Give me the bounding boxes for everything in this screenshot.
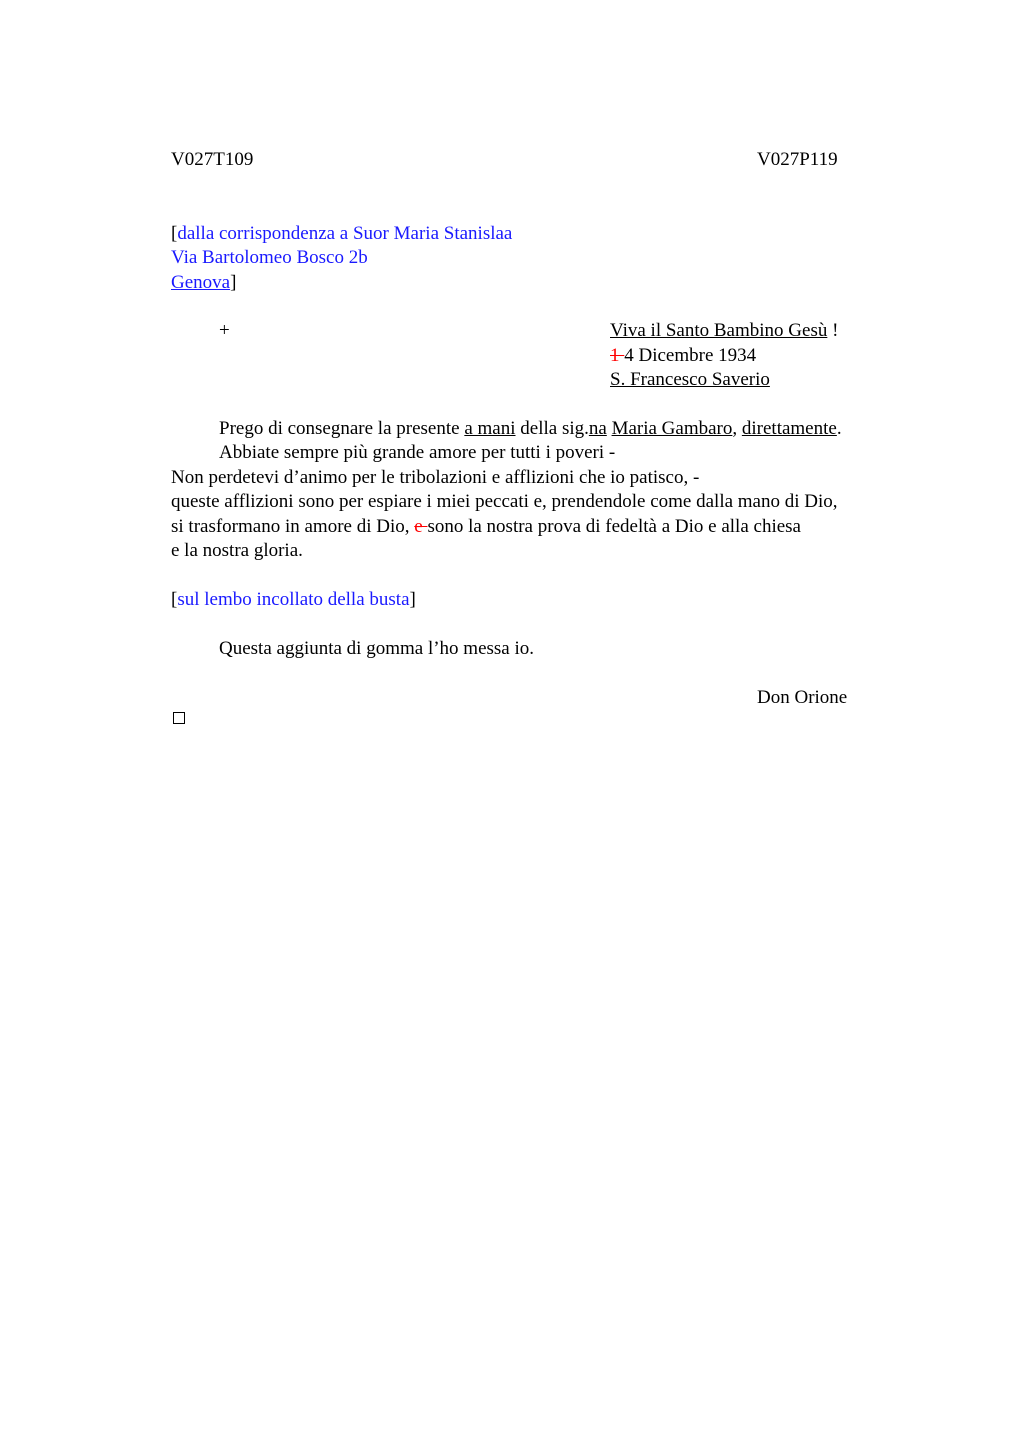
signature: Don Orione: [757, 687, 848, 708]
close-bracket: ]: [409, 589, 416, 610]
open-bracket: [: [171, 223, 178, 244]
source-note-city: Genova: [171, 272, 231, 293]
body-line-1: [219, 419, 842, 438]
source-note-line3: [171, 273, 236, 292]
body-line-6: e la nostra gloria.: [171, 540, 303, 561]
body-line-5: [171, 517, 801, 536]
body-line-2: Abbiate sempre più grande amore per tutti i poveri -: [219, 442, 616, 463]
feast-day: S. Francesco Saverio: [610, 369, 770, 390]
date: 4 Dicembre 1934: [624, 345, 757, 366]
body-text: si trasformano in amore di Dio,: [171, 516, 415, 537]
underlined-text: a mani: [464, 418, 516, 439]
end-marker-box-icon: [173, 712, 185, 724]
body-line-4: queste afflizioni sono per espiare i miei peccati e, prendendole come dalla mano di Dio,: [171, 491, 838, 512]
envelope-note-text: sul lembo incollato della busta: [177, 589, 410, 610]
cross-symbol: +: [219, 320, 230, 341]
close-bracket: ]: [230, 272, 237, 293]
underlined-text: na: [588, 418, 607, 439]
invocation-end: !: [827, 320, 839, 341]
body-text: Prego di consegnare la presente: [219, 418, 465, 439]
date-line: [610, 346, 756, 365]
underlined-text: direttamente: [741, 418, 837, 439]
date-deletion: 1: [610, 345, 625, 366]
invocation: Viva il Santo Bambino Gesù: [610, 320, 828, 341]
body-text: ,: [732, 418, 742, 439]
open-bracket: [: [171, 589, 178, 610]
source-note-street: Via Bartolomeo Bosco 2b: [171, 247, 368, 268]
document-code-left: V027T109: [171, 149, 254, 170]
underlined-name: Maria Gambaro: [611, 418, 733, 439]
source-note-line1: [171, 224, 512, 243]
envelope-note: [171, 590, 416, 609]
postscript: Questa aggiunta di gomma l’ho messa io.: [219, 638, 535, 659]
document-code-right: V027P119: [757, 149, 838, 170]
invocation-line: [610, 321, 838, 340]
source-note-recipient: dalla corrispondenza a Suor Maria Stanislaa: [177, 223, 513, 244]
body-text: .: [836, 418, 842, 439]
body-text: della sig.: [515, 418, 589, 439]
body-line-3: Non perdetevi d’animo per le tribolazioni e afflizioni che io patisco, -: [171, 467, 700, 488]
deleted-word: e: [414, 516, 428, 537]
body-text: sono la nostra prova di fedeltà a Dio e alla chiesa: [427, 516, 801, 537]
